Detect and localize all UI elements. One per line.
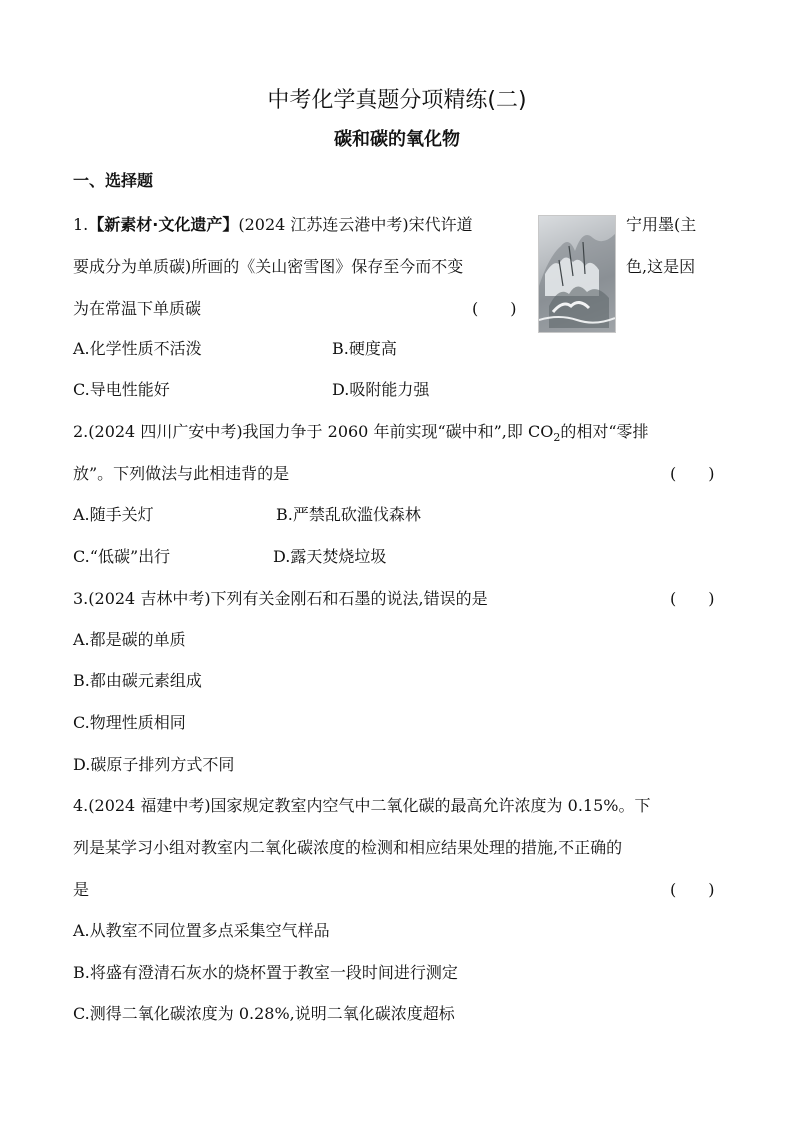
page-title: 中考化学真题分项精练(二): [267, 88, 527, 113]
landscape-painting-image: [538, 215, 616, 333]
q2-line1-b: 的相对“零排: [560, 422, 649, 441]
q2-line2: 放”。下列做法与此相违背的是: [73, 464, 290, 483]
q1-line2: 要成分为单质碳)所画的《关山密雪图》保存至今而不变: [73, 257, 464, 276]
q3-option-a: A.都是碳的单质: [73, 630, 186, 649]
q1-option-b: B.硬度高: [332, 339, 397, 358]
q2-answer-blank: ( ): [670, 464, 715, 483]
q1-source: (2024 江苏连云港中考)宋代许道: [238, 215, 473, 234]
q3-option-b: B.都由碳元素组成: [73, 671, 202, 690]
section-heading: 一、选择题: [73, 171, 154, 190]
q1-tag: 【新素材·文化遗产】: [88, 215, 239, 234]
q1-option-a: A.化学性质不活泼: [73, 339, 202, 358]
q2-line1: [73, 419, 649, 444]
q3-answer-blank: ( ): [670, 589, 715, 608]
q4-option-b: B.将盛有澄清石灰水的烧杯置于教室一段时间进行测定: [73, 963, 458, 982]
q1-line2-right: 色,这是因: [626, 257, 696, 276]
q4-option-c: C.测得二氧化碳浓度为 0.28%,说明二氧化碳浓度超标: [73, 1004, 455, 1023]
q2-subscript: 2: [553, 431, 561, 445]
q2-option-b: B.严禁乱砍滥伐森林: [276, 505, 421, 524]
q2-option-a: A.随手关灯: [73, 505, 154, 524]
page-subtitle: 碳和碳的氧化物: [334, 129, 460, 150]
q4-line1: 4.(2024 福建中考)国家规定教室内空气中二氧化碳的最高允许浓度为 0.15%。下: [73, 796, 651, 815]
q1-number: 1.: [73, 215, 89, 234]
q3-option-c: C.物理性质相同: [73, 713, 186, 732]
painting-icon: [539, 216, 615, 332]
q3-option-d: D.碳原子排列方式不同: [73, 755, 235, 774]
q1-option-c: C.导电性能好: [73, 380, 170, 399]
q3-line1: 3.(2024 吉林中考)下列有关金刚石和石墨的说法,错误的是: [73, 589, 488, 608]
q4-line3: 是: [73, 880, 90, 899]
q4-answer-blank: ( ): [670, 880, 715, 899]
q2-option-d: D.露天焚烧垃圾: [273, 547, 387, 566]
q1-line3: 为在常温下单质碳: [73, 299, 202, 318]
q1-line1: [73, 212, 473, 235]
q1-answer-blank: ( ): [472, 299, 517, 318]
q1-option-d: D.吸附能力强: [332, 380, 430, 399]
q1-line1-right: 宁用墨(主: [626, 215, 697, 234]
q2-option-c: C.“低碳”出行: [73, 547, 171, 566]
q4-line2: 列是某学习小组对教室内二氧化碳浓度的检测和相应结果处理的措施,不正确的: [73, 838, 623, 857]
q2-line1-a: 2.(2024 四川广安中考)我国力争于 2060 年前实现“碳中和”,即 CO: [73, 422, 554, 441]
q4-option-a: A.从教室不同位置多点采集空气样品: [73, 921, 330, 940]
